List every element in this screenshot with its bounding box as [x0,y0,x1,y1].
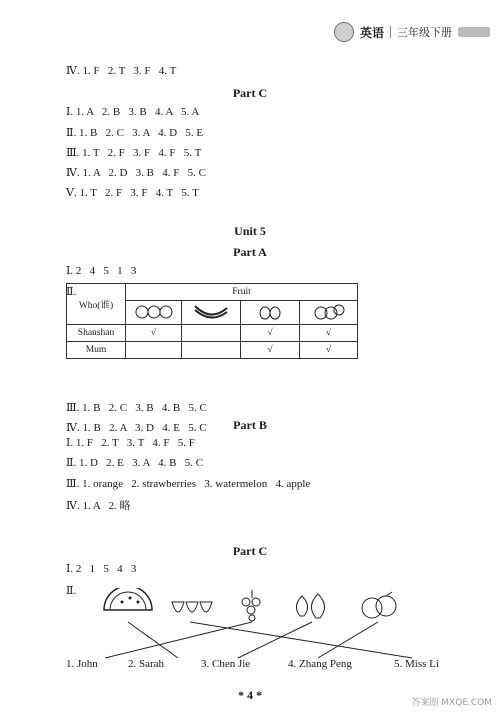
answer-line: Ⅰ. 1. F 2. T 3. T 4. F 5. F [66,437,195,449]
answer-line: Ⅰ. 1. A 2. B 3. B 4. A 5. A [66,106,200,118]
page-header [334,22,490,42]
pears-icon [241,301,300,325]
answer-line: Ⅱ. [66,585,77,597]
oranges-icon [362,592,396,618]
answer-line: Ⅳ. 1. A 2. D 3. B 4. F 5. C [66,167,206,179]
section-heading: Part C [232,544,268,558]
unit-heading: Unit 5 [234,224,266,238]
answer-line: Ⅱ. [66,286,77,298]
answer-line: Ⅴ. 1. T 2. F 3. F 4. T 5. T [66,187,199,199]
bananas-icon [182,301,241,325]
section-heading: Part C [232,86,268,100]
header-decoration [458,27,490,37]
name-label: 3. Chen Jie [201,658,251,670]
header-grade: 三年级下册 [397,27,452,39]
answer-line: Ⅲ. 1. orange 2. strawberries 3. watermelon 4. apple [66,478,311,490]
pears-icon [296,594,324,618]
table-header-who: Who(谁) [67,284,126,325]
answer-line: Ⅳ. 1. A 2. 略 [66,500,131,512]
watermark: 答案圈 MXQE.COM [411,698,492,708]
name-label: 2. Sarah [128,658,165,670]
section-heading: Part A [233,245,267,259]
answer-line: Ⅲ. 1. B 2. C 3. B 4. B 5. C [66,402,207,414]
header-divider [390,26,391,38]
answer-line: Ⅲ. 1. T 2. F 3. F 4. F 5. T [66,147,202,159]
page-number: * 4 * [238,688,262,702]
section-heading: Part B [233,418,267,432]
fruit-table [66,283,358,359]
table-row: Shanshan √ √ √ [67,325,358,342]
answer-line: Ⅰ. 2 1 5 4 3 [66,563,137,575]
answer-line: Ⅳ. 1. B 2. A 3. D 4. E 5. C [66,422,207,434]
apples-icon [300,301,358,325]
name-label: 4. Zhang Peng [288,658,352,670]
watermelon-icon [104,588,152,610]
grapes-icon [242,590,260,621]
answer-line: Ⅱ. 1. D 2. E 3. A 4. B 5. C [66,457,204,469]
table-row: Mum √ √ [67,342,358,359]
table-header-fruit: Fruit [126,284,358,301]
book-logo-icon [334,22,354,42]
strawberries-icon [172,602,212,612]
answer-line: Ⅰ. 2 4 5 1 3 [66,265,137,277]
name-label: 1. John [66,658,98,670]
oranges-icon [126,301,182,325]
answer-line: Ⅳ. 1. F 2. T 3. F 4. T [66,65,177,77]
answer-line: Ⅱ. 1. B 2. C 3. A 4. D 5. E [66,127,204,139]
header-subject: 英语 [359,25,384,40]
name-label: 5. Miss Li [394,658,439,670]
